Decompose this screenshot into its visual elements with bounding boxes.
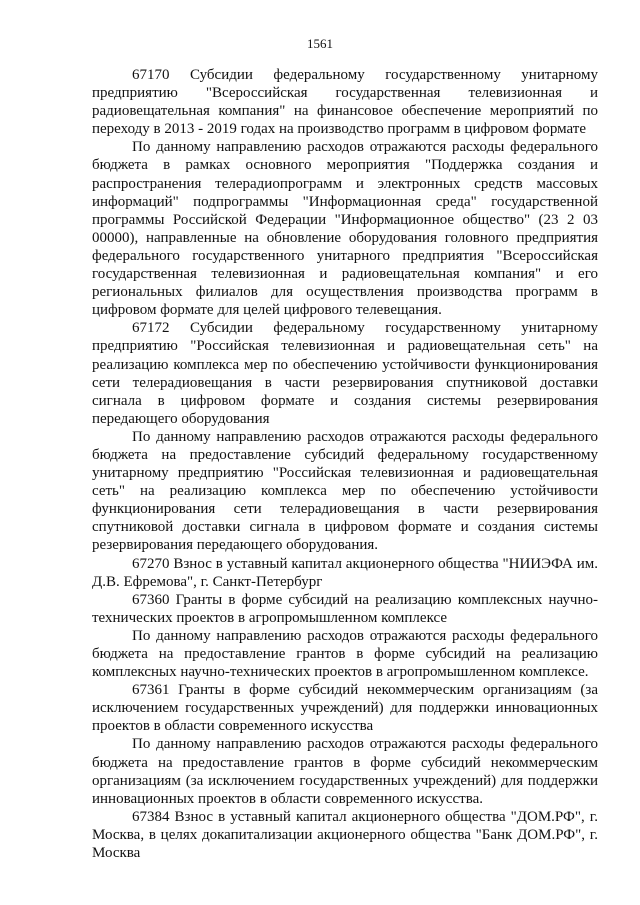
paragraph-67384-heading: 67384 Взнос в уставный капитал акционерного общества "ДОМ.РФ", г. Москва, в целях докапитализации акционерного общества "Банк ДОМ.РФ", г. Москва [92,808,598,862]
paragraph-67360-heading: 67360 Гранты в форме субсидий на реализацию комплексных научно-технических проектов в агропромышленном комплексе [92,591,598,626]
paragraph-67170-description: По данному направлению расходов отражаются расходы федерального бюджета в рамках основного мероприятия "Поддержка создания и распространения телерадиопрограмм и электронных средств массовых информаций" подпрограммы "Информационная среда" государственной программы Российской Федерации "Информационное общество" (23 2 03 00000), направленные на обновление оборудования головного предприятия федерального государственного унитарного предприятия "Всероссийская государственная телевизионная и радиовещательная компания" и его региональных филиалов для осуществления производства программ в цифровом формате для целей цифрового телевещания. [92,139,598,319]
paragraph-67361-heading: 67361 Гранты в форме субсидий некоммерческим организациям (за исключением государственных учреждений) для поддержки инновационных проектов в области современного искусства [92,682,598,735]
paragraph-67270-heading: 67270 Взнос в уставный капитал акционерного общества "НИИЭФА им. Д.В. Ефремова", г. Санкт-Петербург [92,555,598,590]
paragraph-67170-heading: 67170 Субсидии федеральному государственному унитарному предприятию "Всероссийская государственная телевизионная и радиовещательная компания" на финансовое обеспечение мероприятий по переходу в 2013 - 2019 годах на производство программ в цифровом формате [92,67,598,138]
paragraph-67172-heading: 67172 Субсидии федеральному государственному унитарному предприятию "Российская телевизионная и радиовещательная сеть" на реализацию комплекса мер по обеспечению устойчивости функционирования сети телерадиовещания в части резервирования спутниковой доставки сигнала в цифровом формате и создания системы резервирования передающего оборудования [92,320,598,427]
page-number: 1561 [307,36,333,51]
paragraph-67361-description: По данному направлению расходов отражаются расходы федерального бюджета на предоставление грантов в форме субсидий некоммерческим организациям (за исключением государственных учреждений) для поддержки инновационных проектов в области современного искусства. [92,736,598,807]
document-body [92,66,598,862]
paragraph-67172-description: По данному направлению расходов отражаются расходы федерального бюджета на предоставление субсидий федеральному государственному унитарному предприятию "Российская телевизионная и радиовещательная сеть" на реализацию комплекса мер по обеспечению устойчивости функционирования сети телерадиовещания в части резервирования спутниковой доставки сигнала в цифровом формате и создания системы резервирования передающего оборудования. [92,428,598,554]
paragraph-67360-description: По данному направлению расходов отражаются расходы федерального бюджета на предоставление грантов в форме субсидий на реализацию комплексных научно-технических проектов в агропромышленном комплексе. [92,627,598,681]
